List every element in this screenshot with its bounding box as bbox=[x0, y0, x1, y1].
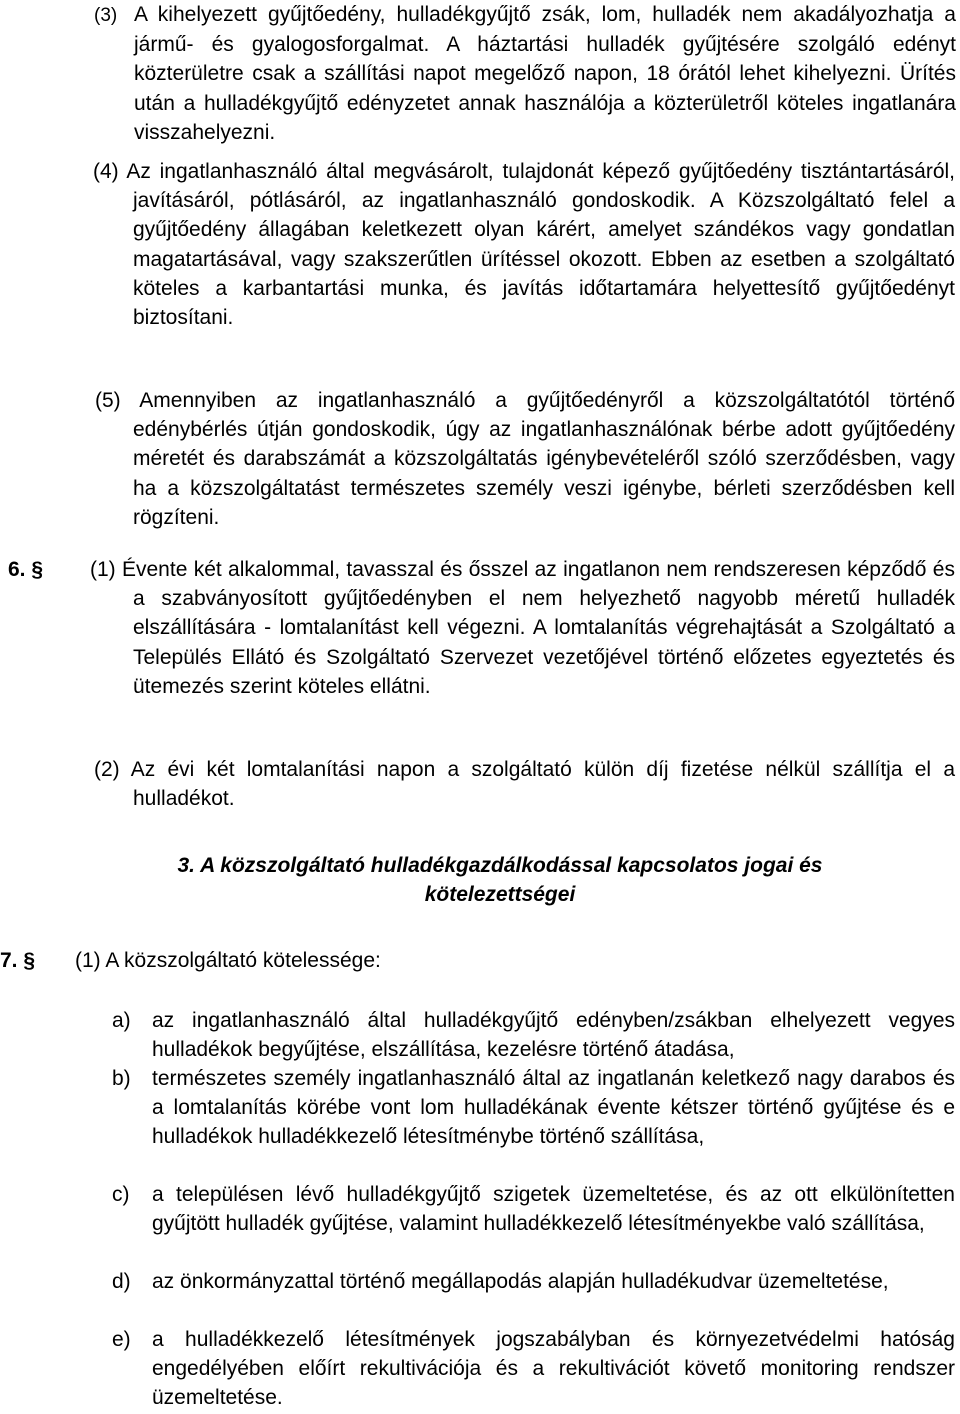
section-6-paragraph-1: (1) Évente két alkalommal, tavasszal és ősszel az ingatlanon nem rendszeresen képződő és a szabványosított gyűjtőedényben el nem helyezhető nagyobb méretű hulladék elszállítására - lomtalanítást kell végezni. A lomtalanítás végrehajtását a Szolgáltató a Település Ellátó és Szolgáltató Szervezet vezetőjével történő előzetes egyeztetés és ütemezés szerint köteles ellátni. bbox=[90, 558, 955, 698]
list-text: természetes személy ingatlanhasználó által az ingatlanán keletkező nagy darabos és a lomtalanítás körébe vont lom hulladékának évente kétszer történő gyűjtése és e hulladékok hulladékkezelő létesítménybe történő szállítása, bbox=[152, 1067, 955, 1149]
list-letter: a) bbox=[112, 1009, 131, 1032]
paragraph-5: (5) Amennyiben az ingatlanhasználó a gyűjtőedényről a közszolgáltatótól történő edénybérlés útján gondoskodik, úgy az ingatlanhasználónak bérbe adott gyűjtőedény méretét és darabszámát a közszolgáltatás igénybevételéről szóló szerződésben, vagy ha a közszolgáltatást természetes személy veszi igénybe, bérleti szerződésben kell rögzíteni. bbox=[95, 389, 955, 529]
list-letter: e) bbox=[112, 1328, 131, 1351]
paragraph-3-number: (3) bbox=[94, 5, 118, 26]
section-7-marker: 7. § bbox=[0, 949, 36, 972]
paragraph-3-text: A kihelyezett gyűjtőedény, hulladékgyűjtő zsák, lom, hulladék nem akadályozhatja a jármű- és gyalogosforgalmat. A háztartási hulladék gyűjtésére szolgáló edényt közterületre csak a szállítási napot megelőző napon, 18 órától lehet kihelyezni. Ürítés után a hulladékgyűjtő edényzetet annak használója a közterületről köteles ingatlanára visszahelyezni. bbox=[134, 3, 956, 144]
section-7-paragraph-1: (1) A közszolgáltató kötelessége: bbox=[75, 949, 381, 972]
chapter-heading: 3. A közszolgáltató hulladékgazdálkodással kapcsolatos jogai és kötelezettségei bbox=[177, 854, 823, 906]
list-item-b bbox=[112, 1064, 955, 1152]
list-item-a bbox=[112, 1006, 955, 1064]
section-6-marker: 6. § bbox=[8, 558, 44, 581]
list-item-c bbox=[112, 1180, 955, 1238]
list-item-e bbox=[112, 1325, 955, 1413]
list-letter: b) bbox=[112, 1067, 131, 1090]
list-text: a településen lévő hulladékgyűjtő szigetek üzemeltetése, és az ott elkülönítetten gyűjtött hulladék gyűjtése, valamint hulladékkezelő létesítményekbe való szállítása, bbox=[152, 1183, 955, 1236]
list-text: az önkormányzattal történő megállapodás alapján hulladékudvar üzemeltetése, bbox=[152, 1270, 889, 1293]
list-item-d bbox=[112, 1267, 955, 1296]
list-letter: c) bbox=[112, 1183, 130, 1206]
list-text: az ingatlanhasználó által hulladékgyűjtő edényben/zsákban elhelyezett vegyes hulladékok begyűjtése, elszállítása, kezelésre történő átadása, bbox=[152, 1009, 955, 1062]
paragraph-3 bbox=[94, 0, 956, 147]
list-text: a hulladékkezelő létesítmények jogszabályban és környezetvédelmi hatóság engedélyében előírt rekultivációja és a rekultivációt követő monitoring rendszer üzemeltetése. bbox=[152, 1328, 955, 1410]
paragraph-4: (4) Az ingatlanhasználó által megvásárolt, tulajdonát képező gyűjtőedény tisztántartásáról, javításáról, pótlásáról, az ingatlanhasználó gondoskodik. A Közszolgáltató felel a gyűjtőedény állagában keletkezett olyan kárért, amelyet szándékos vagy gondatlan magatartásával, vagy szakszerűtlen ürítéssel okozott. Ebben az esetben a szolgáltató köteles a karbantartási munka, és javítás időtartamára helyettesítő gyűjtőedényt biztosítani. bbox=[93, 160, 955, 330]
section-6-paragraph-2: (2) Az évi két lomtalanítási napon a szolgáltató külön díj fizetése nélkül szállítja el a hulladékot. bbox=[94, 758, 955, 811]
list-letter: d) bbox=[112, 1270, 131, 1293]
